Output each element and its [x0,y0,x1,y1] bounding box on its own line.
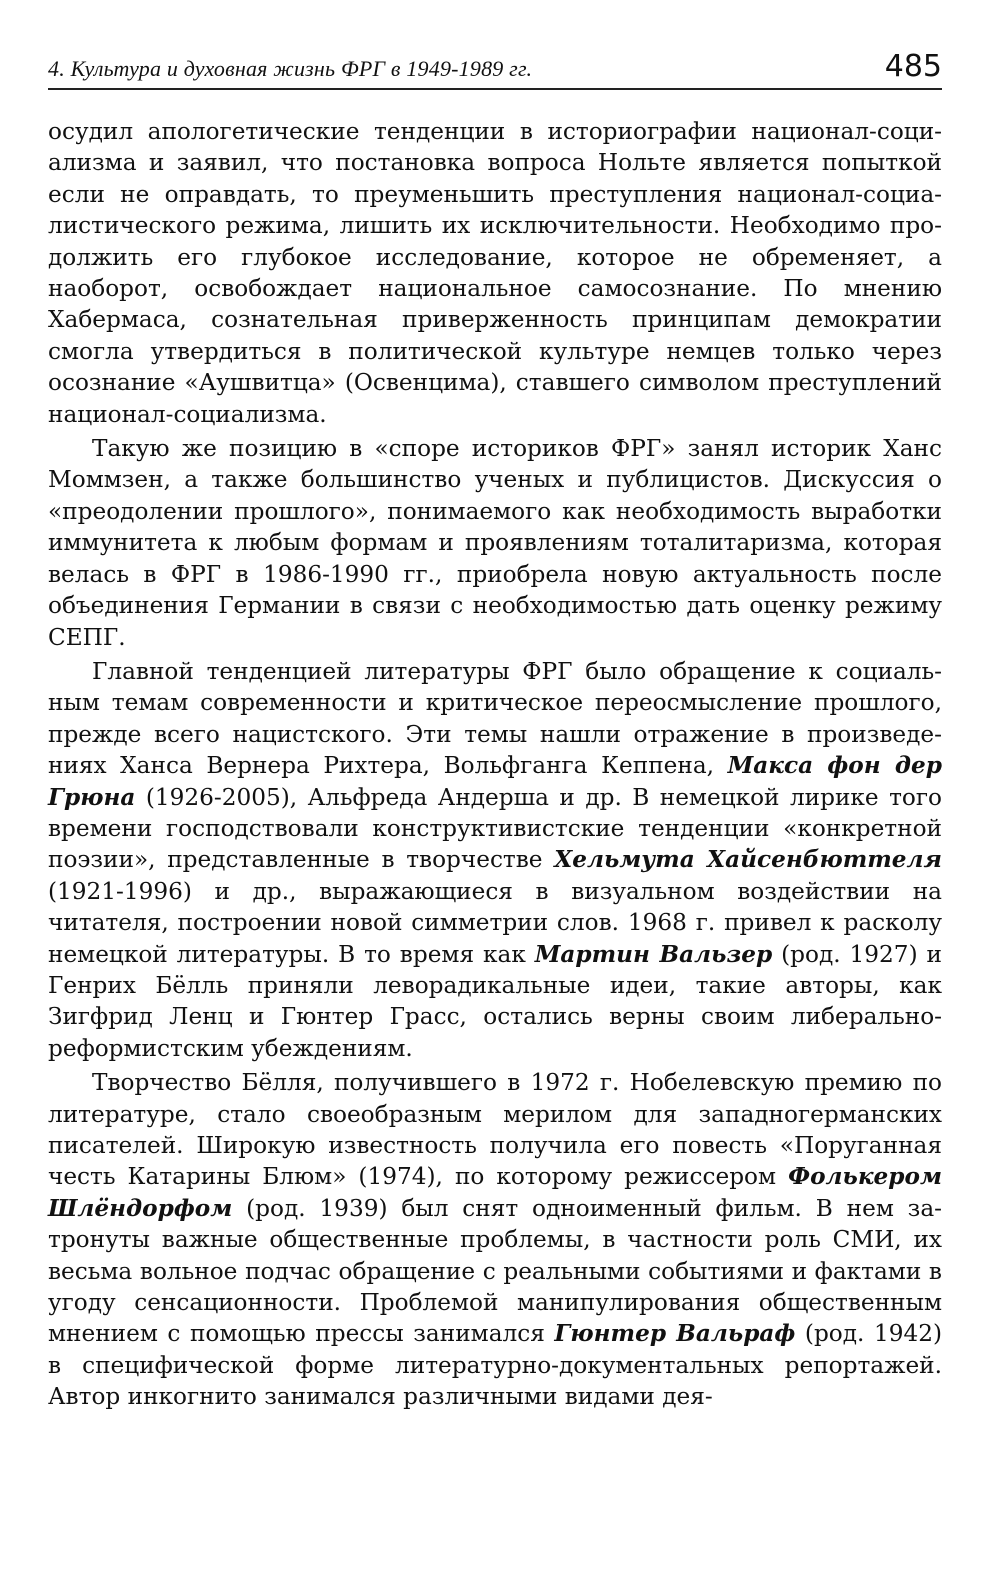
text-run: осудил апологетические тенденции в историографии национал-социализма и заявил, что постановка вопроса Нольте является попыткой если не оправдать, то преуменьшить преступления национал-социалистического режима, лишить их исключительности. Необходимо продолжить его глубокое исследование, которое не обременяет, а наоборот, освобождает национальное самосознание. По мнению Хабермаса, сознательная приверженность принципам демократии смогла утвердиться в политической культуре немцев только через осознание «Аушвитца» (Освенцима), ставшего символом преступлений национал-социализма. [48,118,942,428]
text-run: (род. 1939) был снят одноименный фильм. В нем затронуты важные общественные проблемы, в частности роль СМИ, их весьма вольное подчас обращение с реальными событиями и фактами в угоду сенсационности. Проблемой манипулирования общественным мнением с помощью прессы занимался [48,1194,942,1348]
page-number: 485 [884,49,942,84]
running-title: 4. Культура и духовная жизнь ФРГ в 1949-1989 гг. [48,56,533,81]
text-run: Такую же позицию в «споре историков ФРГ» занял историк Ханс Моммзен, а также большинство ученых и публицистов. Дискуссия о «преодолении прошлого», понимаемого как необходимость выработки иммунитета к любым формам и проявлениям тоталитаризма, которая велась в ФРГ в 1986-1990 гг., приобрела новую актуальность после объединения Германии в связи с необходимостью дать оценку режиму СЕПГ. [48,435,942,651]
text-run: Творчество Бёлля, получившего в 1972 г. Нобелевскую премию по литературе, стало своеобразным мерилом для западногерманских писателей. Широкую известность получила его повесть «Поруганная честь Катарины Блюм» (1974), по которому режиссером [48,1069,942,1191]
text-run: (1926-2005), Альфреда Андерша и др. В немецкой лирике того времени господствовали конструктивистские тенденции «конкретной поэзии», представленные в творчестве [48,783,942,874]
emphasized-name: Гюнтер Вальраф [554,1320,796,1348]
text-run: Главной тенденцией литературы ФРГ было обращение к социальным темам современности и критическое переосмысление прошлого, прежде всего нацистского. Эти темы нашли отражение в произведениях Ханса Вернера Рихтера, Вольфганга Кеппена, [48,657,942,780]
page-header [48,40,942,90]
paragraph [48,116,942,430]
text-run: (род. 1927) и Генрих Бёлль приняли леворадикальные идеи, такие авторы, как Зигфрид Ленц и Гюнтер Грасс, остались верны своим либерально-реформистским убеждениям. [48,940,942,1062]
paragraph [48,433,942,653]
emphasized-name: Фолькером Шлёндорфом [48,1163,942,1222]
body-text [48,116,942,1413]
paragraph [48,1067,942,1412]
emphasized-name: Хельмута Хайсенбюттеля [554,846,942,874]
emphasized-name: Макса фон дер Грюна [48,752,942,811]
text-run: (род. 1942) в специфической форме литературно-документальных репортажей. Автор инкогнито занимался различными видами дея- [48,1320,943,1411]
emphasized-name: Мартин Вальзер [534,940,773,968]
paragraph [48,656,942,1064]
text-run: (1921-1996) и др., выражающиеся в визуальном воздействии на читателя, построении новой симметрии слов. 1968 г. привел к расколу немецкой литературы. В то время как [48,877,942,968]
